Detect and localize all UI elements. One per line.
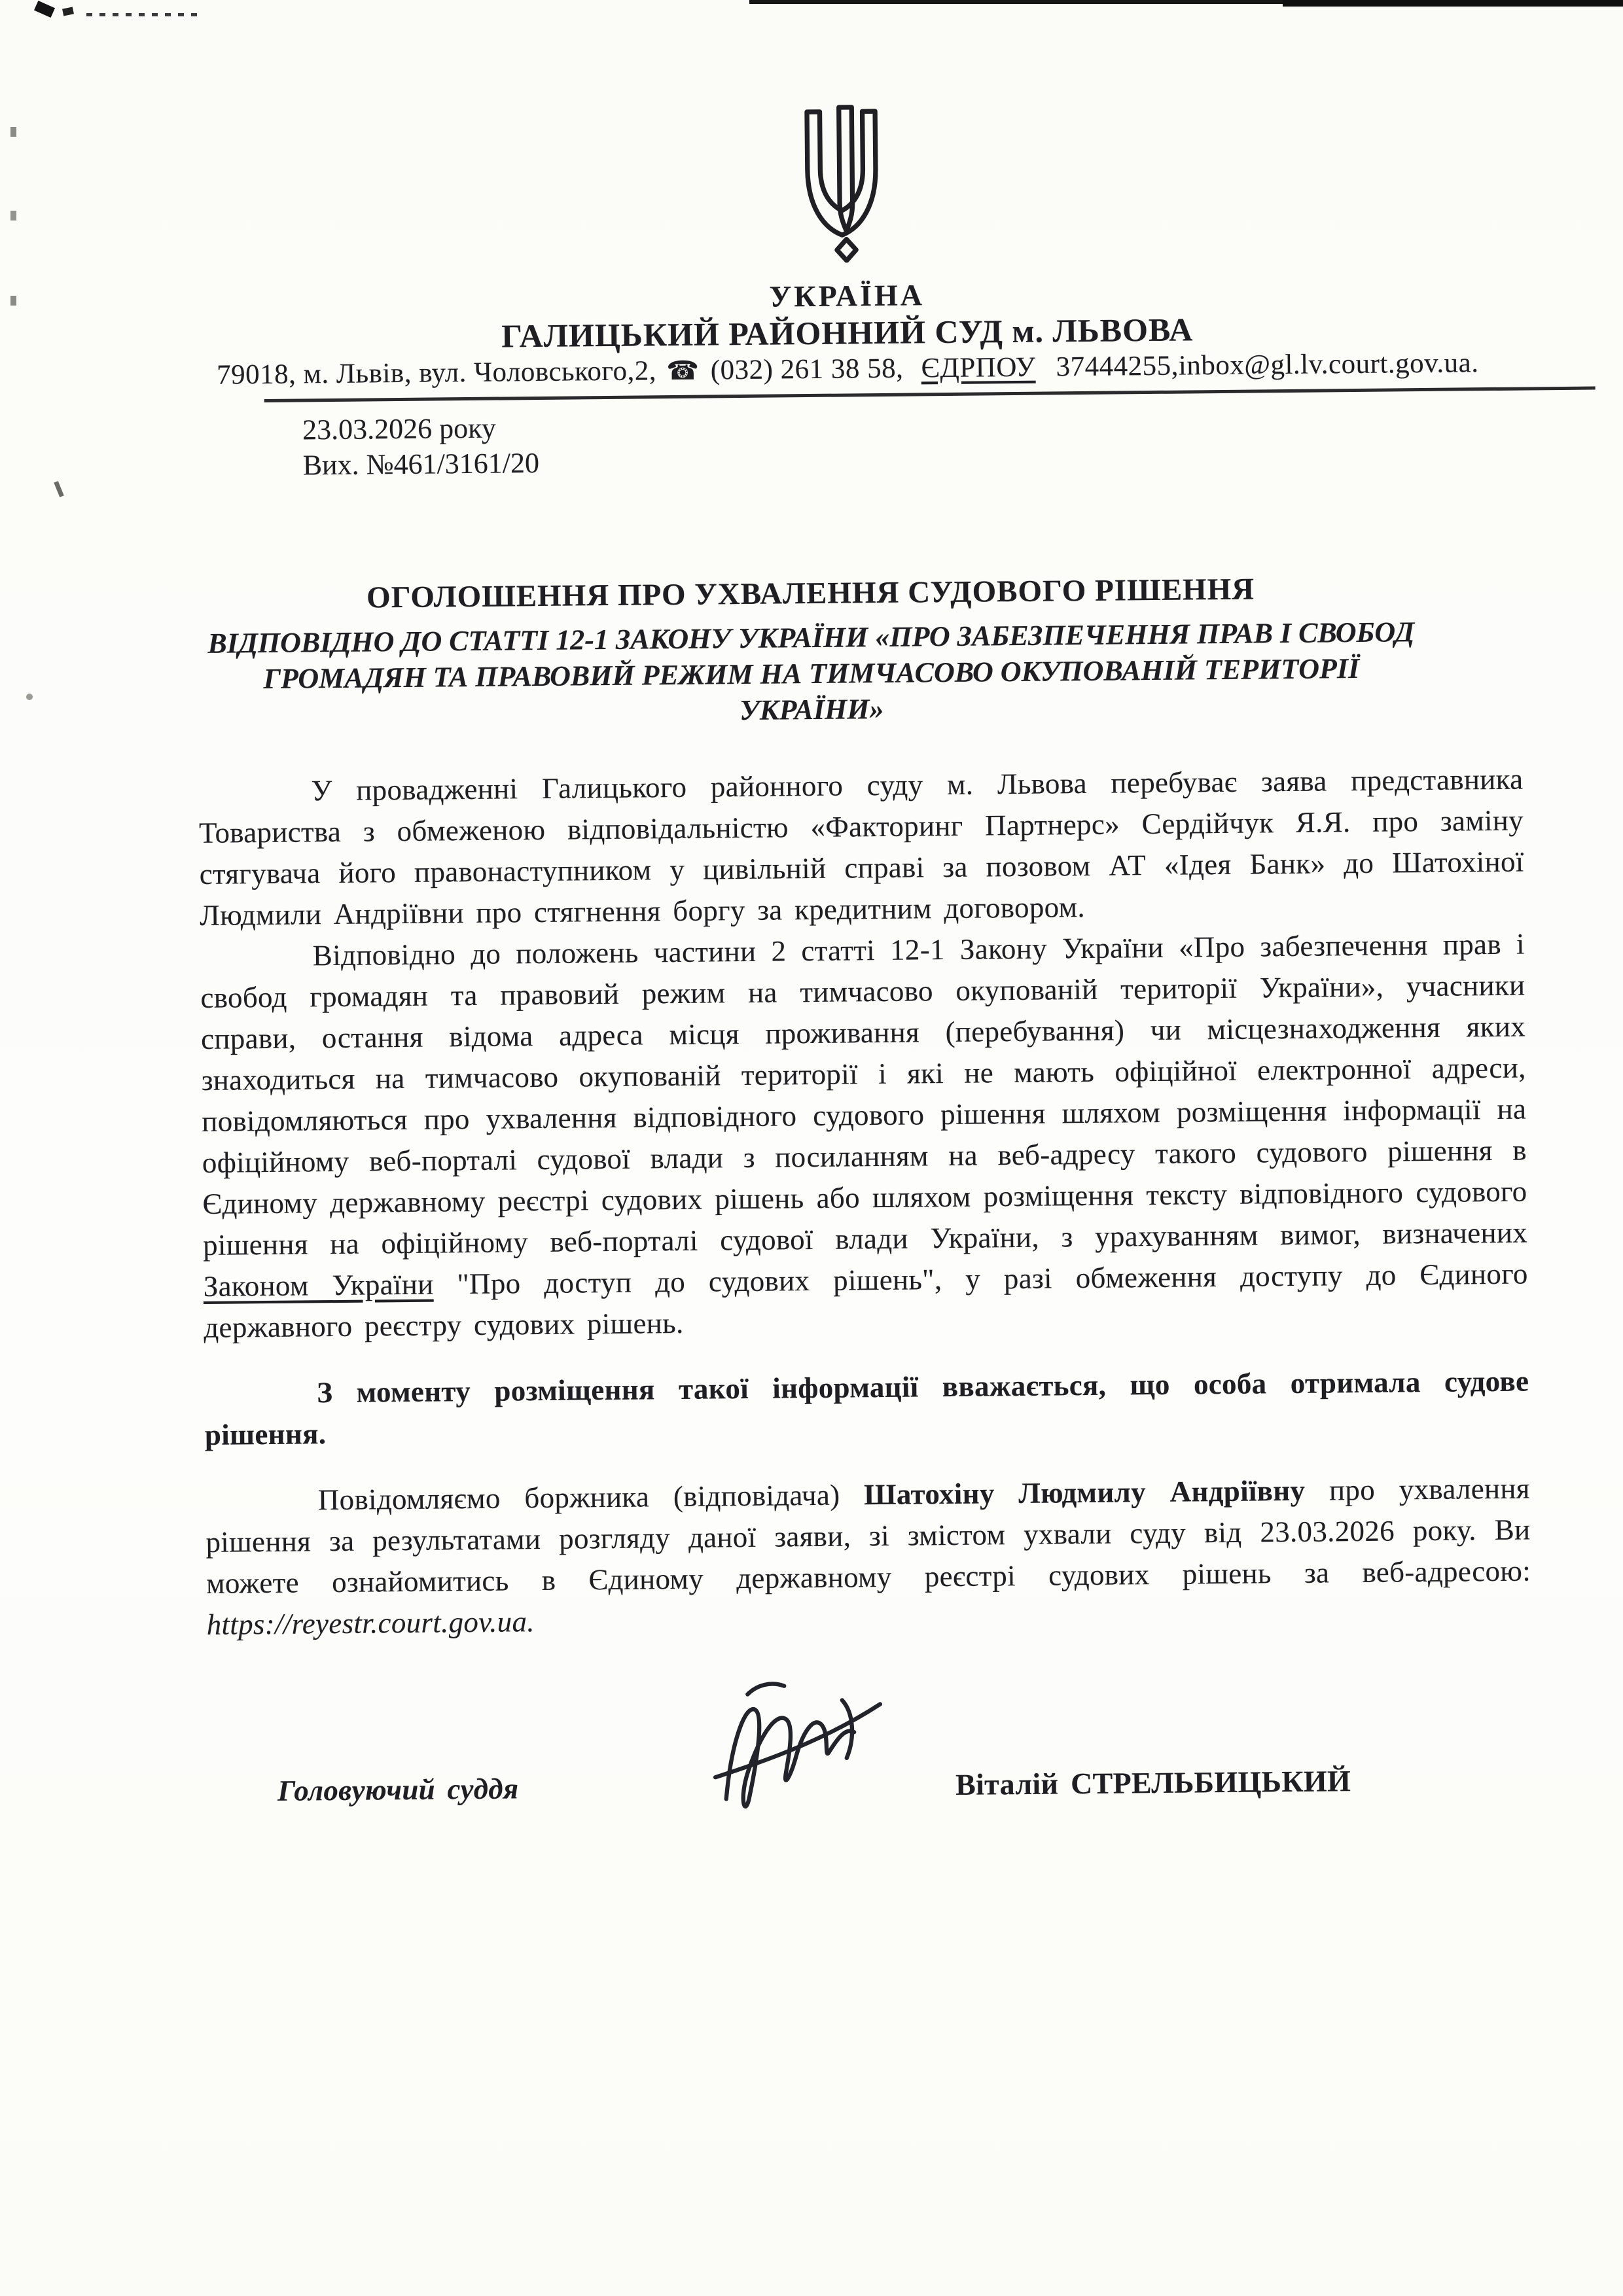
letter-date: 23.03.2026 року	[302, 412, 497, 446]
handwritten-signature-icon	[681, 1634, 952, 1863]
notification-text: Повідомляємо боржника (відповідача)	[317, 1478, 865, 1517]
announcement-subtitle: ВІДПОВІДНО ДО СТАТТІ 12-1 ЗАКОНУ УКРАЇНИ «ПРО ЗАБЕЗПЕЧЕННЯ ПРАВ І СВОБОД ГРОМАДЯН ТА ПРАВОВИЙ РЕЖИМ НА ТИМЧАСОВО ОКУПОВАНІЙ ТЕРИТОРІЇ УКРАЇНИ»	[207, 616, 1415, 727]
paragraph-case-summary-text: У провадженні Галицького районного суду м. Львова перебуває заява представника Товариства з обмеженою відповідальністю «Факторинг Партнерс» Сердійчук Я.Я. про заміну стягувача його правонаступником у цивільній справі за позовом АТ «Ідея Банк» до Шатохіної Людмили Андріївни про стягнення боргу за кредитним договором.	[198, 762, 1524, 932]
phone-number: (032) 261 38 58,	[710, 353, 904, 386]
outgoing-number: Вих. №461/3161/20	[302, 446, 540, 482]
letter-body	[198, 759, 1534, 1905]
legal-basis-text: Відповідно до положень частини 2 статті 12-1 Закону України «Про забезпечення прав і свобод громадян та правовий режим на тимчасово окупованій території України», учасники справи, остання відома адреса місця проживання (перебування) чи місцезнаходження яких знаходиться на тимчасово окупованій території і які не мають офіційної електронної адреси, повідомляються про ухвалення відповідного судового рішення шляхом розміщення інформації на офіційному веб-порталі судової влади з посиланням на веб-адресу такого судового рішення в Єдиному державному реєстрі судових рішень або шляхом розміщення тексту відповідного судового рішення на офіційному веб-порталі судової влади України, з урахуванням вимог, визначених	[200, 927, 1528, 1262]
letterhead	[0, 96, 1621, 486]
signature-block	[207, 1696, 1534, 1905]
registry-url: https://reyestr.court.gov.ua.	[206, 1605, 535, 1641]
paragraph-legal-basis	[200, 924, 1529, 1349]
title-block	[0, 567, 1623, 735]
law-reference-underlined: Законом України	[203, 1267, 434, 1303]
judge-role-label: Головуючий суддя	[277, 1772, 519, 1807]
debtor-name-bold: Шатохіну Людмилу Андріївну	[863, 1474, 1306, 1511]
court-name: ГАЛИЦЬКИЙ РАЙОННИЙ СУД м. ЛЬВОВА	[501, 311, 1194, 355]
ukraine-trident-emblem-icon	[787, 103, 904, 264]
legal-basis-text-cont: "Про доступ до судових рішень", у разі обмеження доступу до Єдиного державного реєстру судових рішень.	[204, 1257, 1528, 1344]
paragraph-case-summary	[198, 759, 1524, 936]
announcement-title: ОГОЛОШЕННЯ ПРО УХВАЛЕННЯ СУДОВОГО РІШЕННЯ	[366, 572, 1255, 615]
edrpou-label: ЄДРПОУ	[921, 351, 1036, 384]
judge-name: Віталій СТРЕЛЬБИЦЬКИЙ	[955, 1764, 1351, 1801]
country-name: УКРАЇНА	[769, 278, 925, 313]
edrpou-and-email: 37444255,inbox@gl.lv.court.gov.ua.	[1056, 347, 1479, 383]
notification-text-cont: про ухвалення рішення за результатами розгляду даної заяви, зі змістом ухвали суду від 23.03.2026 року. Ви можете ознайомитись в Єдиному державному реєстрі судових рішень за веб-адресою:	[205, 1472, 1531, 1600]
postal-address: 79018, м. Львів, вул. Чоловського,2,	[216, 355, 657, 391]
reference-block	[302, 400, 1621, 483]
paragraph-deemed-received: З моменту розміщення такої інформації вважається, що особа отримала судове рішення.	[204, 1364, 1529, 1451]
phone-icon: ☎	[666, 355, 700, 387]
paragraph-notification	[205, 1468, 1531, 1646]
